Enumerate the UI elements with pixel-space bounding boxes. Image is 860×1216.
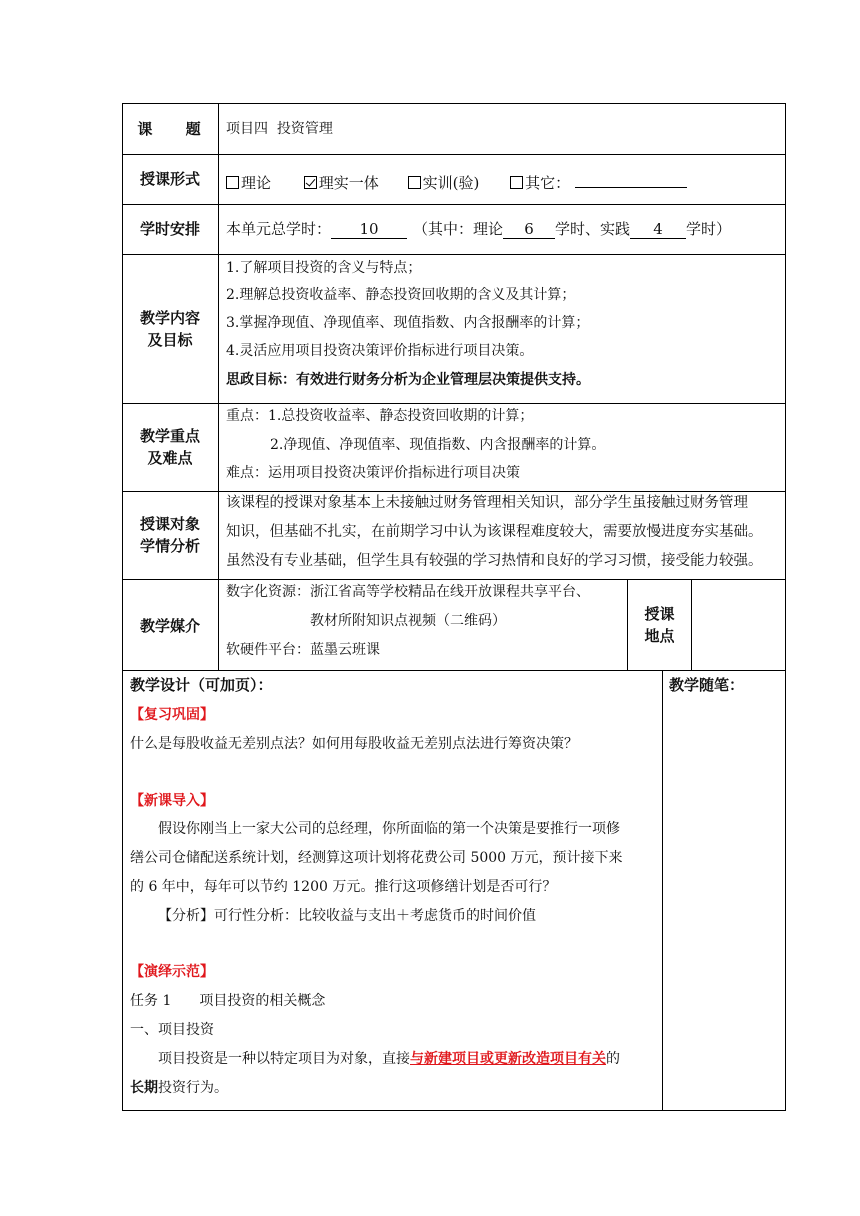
learner-analysis-label: 授课对象 学情分析 — [139, 515, 200, 555]
hours-theory: 6 — [503, 220, 555, 239]
checkbox-checked-icon — [304, 176, 317, 189]
key-points-label: 教学重点 及难点 — [139, 427, 200, 467]
learner-line-2: 知识，但基础不扎实，在前期学习中认为该课程难度较大，需要放慢进度夯实基础。 — [226, 524, 763, 540]
definition-line-2: 长期投资行为。 — [130, 1080, 228, 1096]
checkbox-icon — [226, 176, 239, 189]
task-title: 项目投资的相关概念 — [199, 993, 326, 1009]
media-line-1: 数字化资源：浙江省高等学校精品在线开放课程共享平台、 — [226, 584, 590, 600]
key-point-line-1: 重点：1.总投资收益率、静态投资回收期的计算； — [226, 408, 534, 424]
lesson-plan-table — [122, 103, 786, 1111]
definition-highlight: 与新建项目或更新改造项目有关 — [410, 1051, 606, 1067]
intro-line-2: 缮公司仓储配送系统计划，经测算这项计划将花费公司 5000 万元，预计接下来 — [130, 850, 623, 866]
hours-practice: 4 — [630, 220, 686, 239]
section-title: 一、项目投资 — [130, 1022, 214, 1038]
demo-heading: 【演绎示范】 — [130, 964, 214, 980]
topic-value: 项目四 投资管理 — [226, 121, 333, 137]
intro-line-1: 假设你刚当上一家大公司的总经理，你所面临的第一个决策是要推行一项修 — [158, 821, 620, 837]
goal-item-2: 2.理解总投资收益率、静态投资回收期的含义及其计算； — [226, 287, 576, 303]
goal-item-1: 1.了解项目投资的含义与特点； — [226, 260, 422, 276]
content-goals-label: 教学内容 及目标 — [139, 309, 200, 349]
hours-line: 本单元总学时： 10 （其中：理论 6 学时、实践 4 学时） — [226, 220, 732, 238]
definition-bold: 长期 — [130, 1080, 158, 1096]
checkbox-icon — [408, 176, 421, 189]
mode-option-other[interactable]: 其它： — [510, 174, 570, 192]
definition-line-1: 项目投资是一种以特定项目为对象，直接与新建项目或更新改造项目有关的 — [158, 1051, 620, 1067]
checkbox-icon — [510, 176, 523, 189]
ideology-goal: 思政目标：有效进行财务分析为企业管理层决策提供支持。 — [226, 372, 590, 388]
learner-line-3: 虽然没有专业基础，但学生具有较强的学习热情和良好的学习习惯，接受能力较强。 — [226, 553, 763, 569]
other-blank[interactable] — [575, 169, 687, 188]
task-line — [130, 991, 325, 1011]
mode-option-theory[interactable]: 理论 — [226, 174, 271, 192]
mode-label: 授课形式 — [139, 170, 200, 188]
media-label: 教学媒介 — [139, 617, 200, 635]
hours-total: 10 — [331, 220, 407, 239]
goal-item-4: 4.灵活应用项目投资决策评价指标进行项目决策。 — [226, 343, 534, 359]
analysis-label: 【分析】 — [158, 908, 214, 924]
media-line-3: 软硬件平台：蓝墨云班课 — [226, 642, 380, 658]
learner-line-1: 该课程的授课对象基本上未接触过财务管理相关知识，部分学生虽接触过财务管理 — [226, 495, 748, 511]
mode-option-training[interactable]: 实训(验) — [408, 174, 480, 192]
difficulty-line: 难点：运用项目投资决策评价指标进行项目决策 — [226, 465, 520, 481]
analysis-text: 可行性分析：比较收益与支出＋考虑货币的时间价值 — [214, 908, 536, 924]
analysis-line — [158, 906, 536, 926]
mode-option-integrated[interactable]: 理实一体 — [304, 174, 379, 192]
mode-options — [226, 169, 687, 193]
review-heading: 【复习巩固】 — [130, 707, 214, 723]
hours-label: 学时安排 — [139, 220, 200, 238]
key-point-line-2: 2.净现值、净现值率、现值指数、内含报酬率的计算。 — [270, 437, 606, 453]
design-title: 教学设计（可加页）： — [130, 676, 273, 694]
review-text: 什么是每股收益无差别点法？如何用每股收益无差别点法进行筹资决策？ — [130, 736, 578, 752]
task-number: 任务 1 — [130, 993, 172, 1009]
notes-title: 教学随笔： — [669, 676, 745, 694]
intro-heading: 【新课导入】 — [130, 793, 214, 809]
media-line-2: 教材所附知识点视频（二维码） — [310, 613, 506, 629]
topic-label: 课 题 — [137, 120, 203, 138]
goal-item-3: 3.掌握净现值、净现值率、现值指数、内含报酬率的计算； — [226, 315, 590, 331]
location-label: 授课 地点 — [644, 605, 675, 645]
intro-line-3: 的 6 年中，每年可以节约 1200 万元。推行这项修缮计划是否可行？ — [130, 879, 557, 895]
